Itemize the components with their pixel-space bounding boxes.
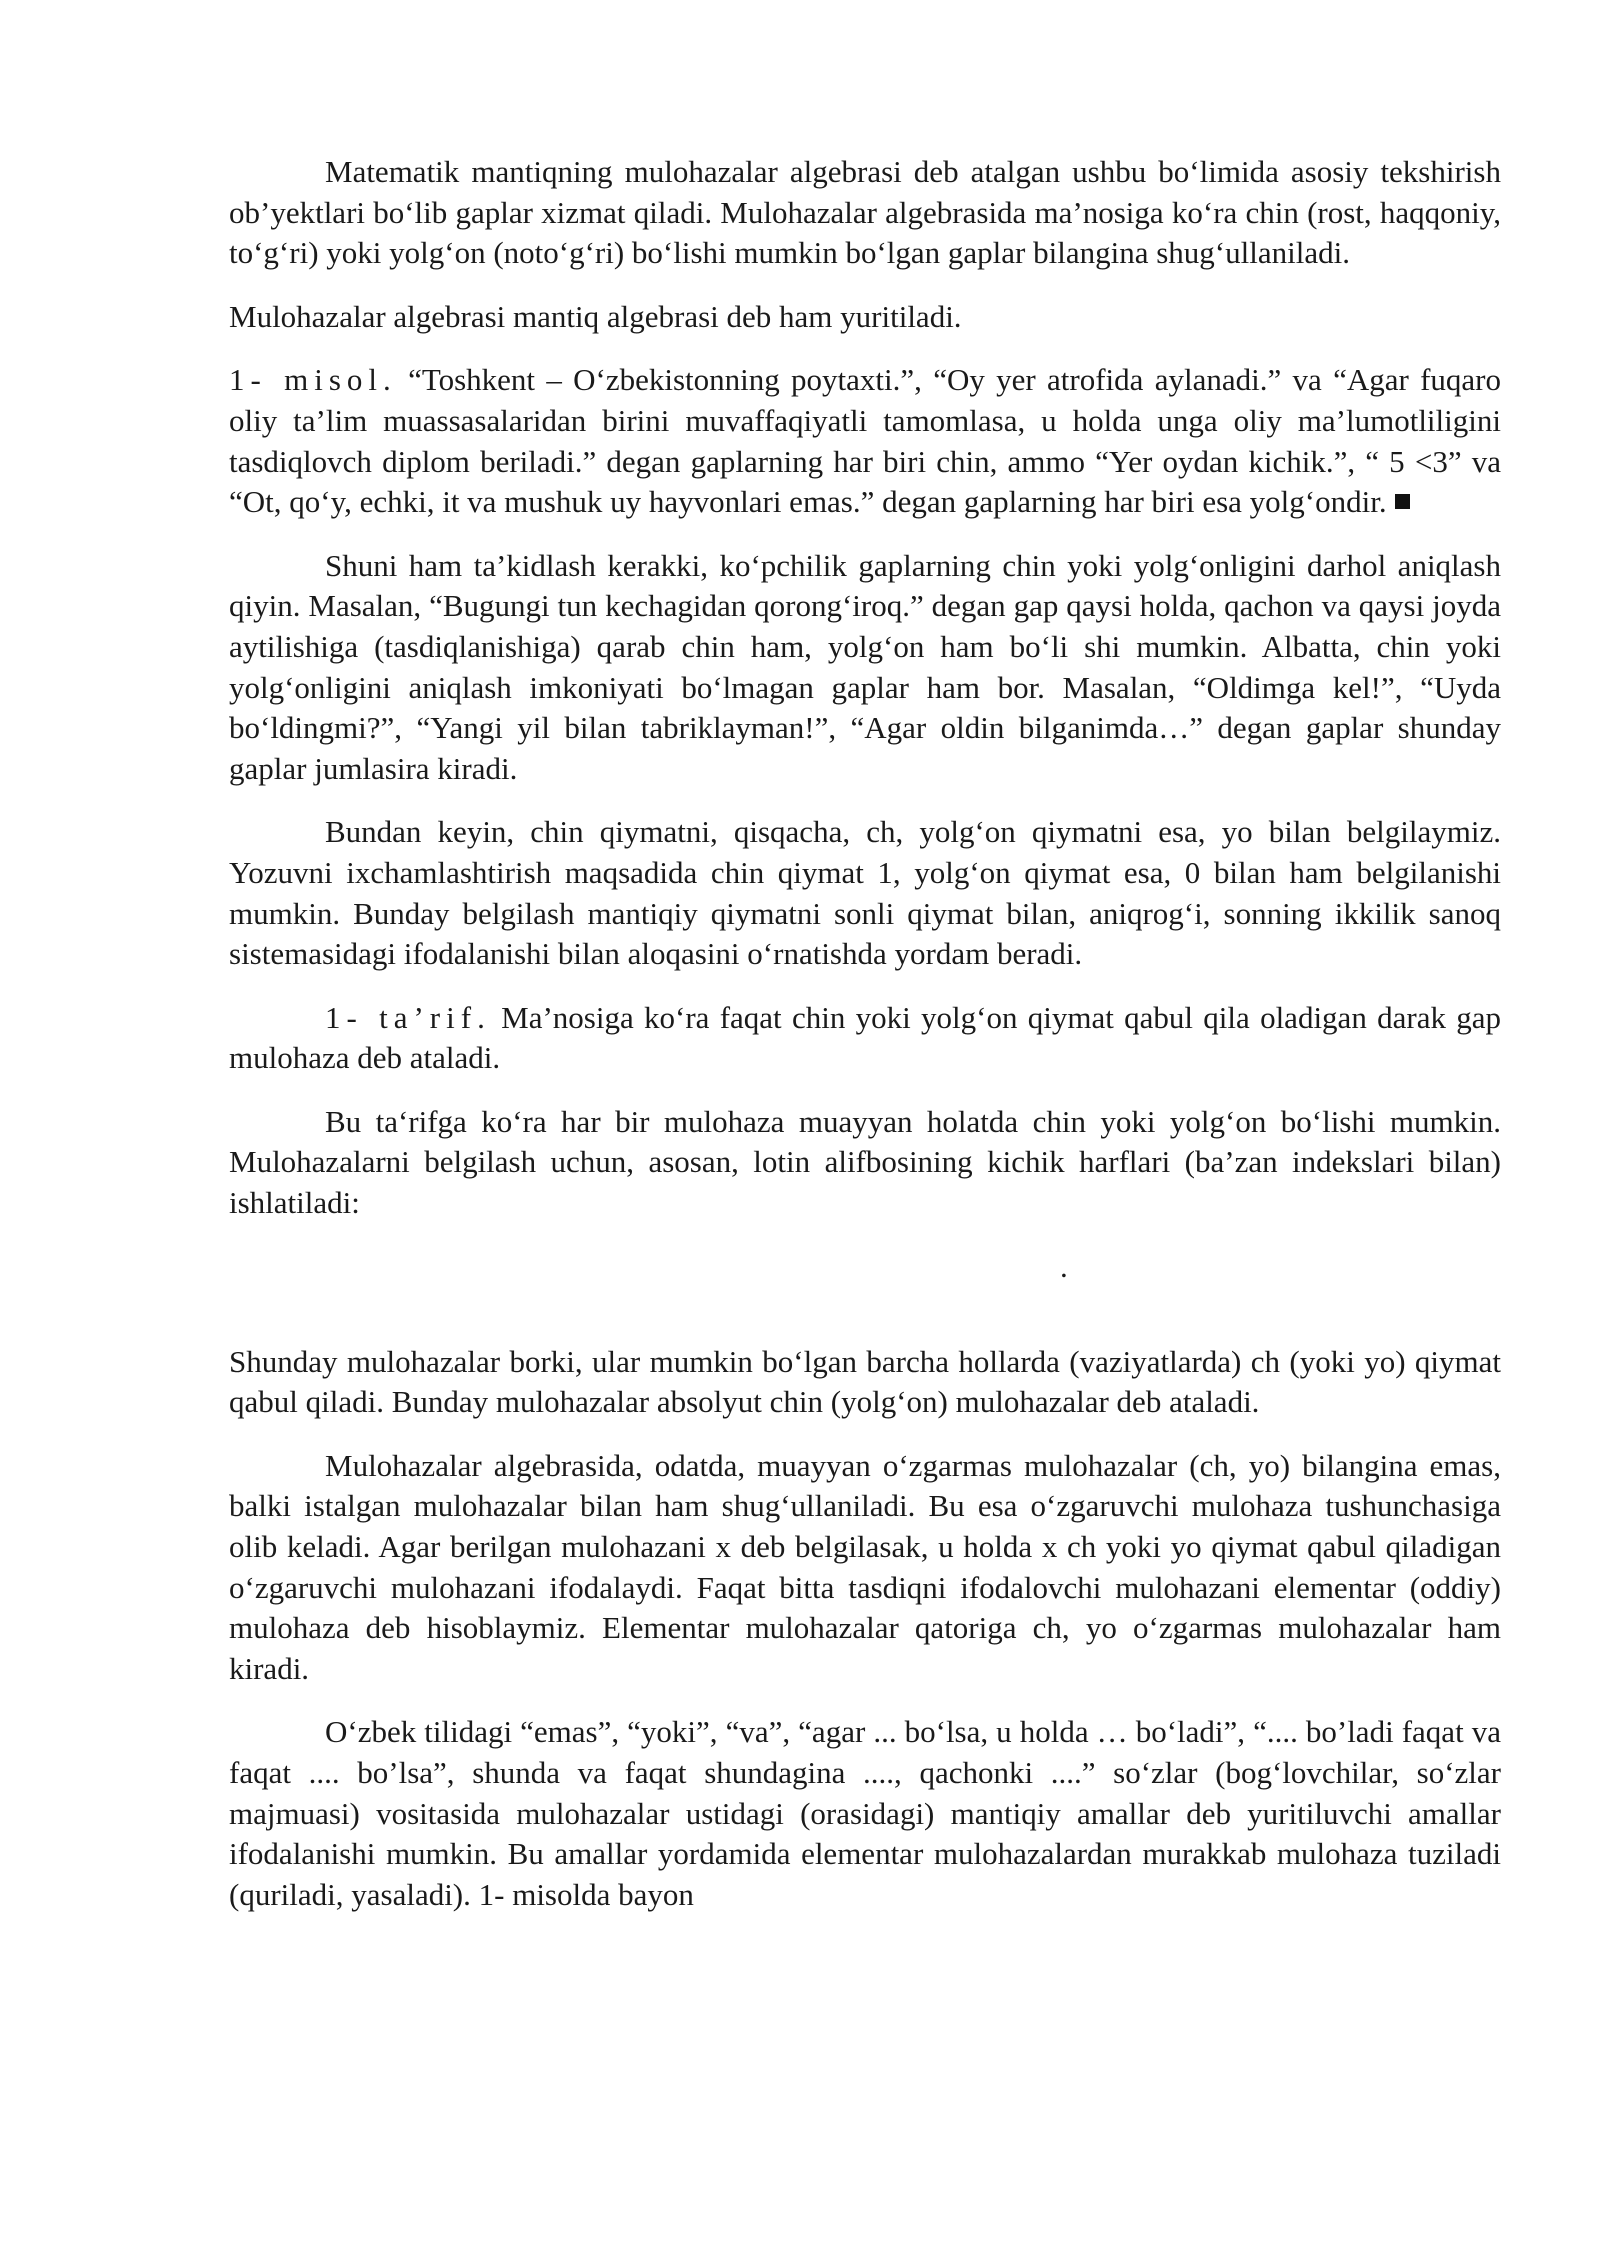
paragraph-notation: Bundan keyin, chin qiymatni, qisqacha, ch, yolg‘on qiymatni esa, yo bilan belgilaymiz. Yozuvni ixchamlashtirish maqsadida chin qiymat 1, yolg‘on qiymat esa, 0 bilan ham belgilanishi mumkin. Bunday belgilash mantiqiy qiymatni sonli qiymat bilan, aniqrog‘i, sonning ikkilik sanoq sistemasidagi ifodalanishi bilan aloqasini o‘rnatishda yordam beradi. [229,814,1501,972]
end-of-proof-square-icon [1395,494,1410,509]
formula-placeholder [229,1247,1501,1287]
paragraph-truth-difficulty: Shuni ham ta’kidlash kerakki, ko‘pchilik gaplarning chin yoki yolg‘onligini darhol aniqlash qiyin. Masalan, “Bugungi tun kechagidan qorong‘iroq.” degan gap qaysi holda, qachon va qaysi joyda aytilishiga (tasdiqlanishiga) qarab chin ham, yolg‘on ham bo‘li shi mumkin. Albatta, chin yoki yolg‘onligini aniqlash imkoniyati bo‘lmagan gaplar ham bor. Masalan, “Oldimga kel!”, “Uyda bo‘ldingmi?”, “Yangi yil bilan tabriklayman!”, “Agar oldin bilganimda…” degan gaplar shunday gaplar jumlasira kiradi. [229,547,1501,786]
definition-label: 1- ta’rif. [325,999,491,1035]
paragraph-intro: Matematik mantiqning mulohazalar algebrasi deb atalgan ushbu bo‘limida asosiy tekshirish ob’yektlari bo‘lib gaplar xizmat qiladi. Mulohazalar algebrasida ma’nosiga ko‘ra chin (rost, haqqoniy, to‘g‘ri) yoki yolg‘on (noto‘g‘ri) bo‘lishi mumkin bo‘lgan gaplar bilangina shug‘ullaniladi. [229,154,1501,271]
paragraph-variable-statement: Mulohazalar algebrasida, odatda, muayyan o‘zgarmas mulohazalar (ch, yo) bilangina emas, balki istalgan mulohazalar bilan ham shug‘ullaniladi. Bu esa o‘zgaruvchi mulohaza tushunchasiga olib keladi. Agar berilgan mulohazani x deb belgilasak, u holda x ch yoki yo qiymat qabul qiladigan o‘zgaruvchi mulohazani ifodalaydi. Faqat bitta tasdiqni ifodalovchi mulohazani elementar (oddiy) mulohaza deb hisoblaymiz. Elementar mulohazalar qatoriga ch, yo o‘zgarmas mulohazalar ham kiradi. [229,1447,1501,1686]
paragraph-example-1 [229,360,1501,522]
paragraph-definition-1 [229,998,1501,1079]
paragraph-denotation: Bu ta‘rifga ko‘ra har bir mulohaza muayyan holatda chin yoki yolg‘on bo‘lishi mumkin. Mulohazalarni belgilash uchun, asosan, lotin alifbosining kichik harflari (ba’zan indekslari bilan) ishlatiladi: [229,1103,1501,1221]
example-label: 1- misol. [229,362,397,398]
paragraph-logical-operations: O‘zbek tilidagi “emas”, “yoki”, “va”, “agar ... bo‘lsa, u holda … bo‘ladi”, “.... bo’ladi faqat va faqat .... bo’lsa”, shunda va faqat shundagina ...., qachonki ....” so‘zlar (bog‘lovchilar, so‘zlar majmuasi) vositasida mulohazalar ustidagi (orasidagi) mantiqiy amallar deb yuritiluvchi amallar ifodalanishi mumkin. Bu amallar yordamida elementar mulohazalardan murakkab mulohaza tuziladi (quriladi, yasaladi). 1- misolda bayon [229,1714,1501,1912]
definition-text: Ma’nosiga ko‘ra faqat chin yoki yolg‘on qiymat qabul qila oladigan darak gap mulohaza deb ataladi. [229,999,1502,1076]
paragraph-absolute-truth: Shunday mulohazalar borki, ular mumkin bo‘lgan barcha hollarda (vaziyatlarda) ch (yoki yo) qiymat qabul qiladi. Bunday mulohazalar absolyut chin (yolg‘on) mulohazalar deb ataladi. [229,1343,1501,1420]
formula-dot: . [1060,1248,1068,1284]
paragraph-synonym: Mulohazalar algebrasi mantiq algebrasi deb ham yuritiladi. [229,298,962,334]
document-page [229,152,1501,1938]
example-text: “Toshkent – O‘zbekistonning poytaxti.”, “Oy yer atrofida aylanadi.” va “Agar fuqaro oliy ta’lim muassasalaridan birini muvaffaqiyatli tamomlasa, u holda unga oliy ma’lumotliligini tasdiqlovch diplom beriladi.” degan gaplarning har biri chin, ammo “Yer oydan kichik.”, “ 5 <3” va “Ot, qo‘y, echki, it va mushuk uy hayvonlari emas.” degan gaplarning har biri esa yolg‘ondir. [229,362,1502,520]
